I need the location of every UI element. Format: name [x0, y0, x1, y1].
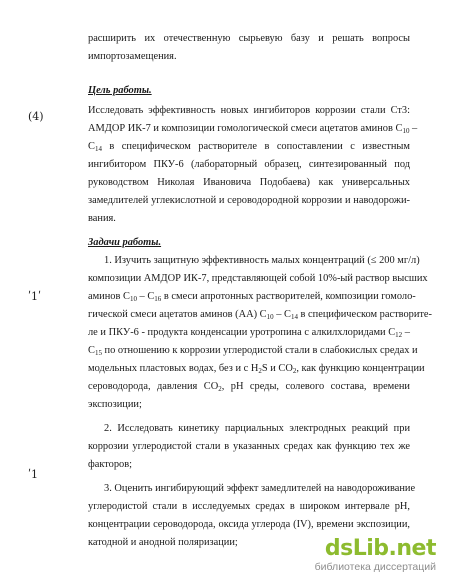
goal-line-5: руководством Николая Ивановича Подобаева) как универсальных — [88, 177, 410, 188]
goal-line-6: замедлителей углекислотной и сероводородной коррозии и наводорожи- — [88, 195, 410, 206]
task1-line-8: сероводорода, давления $CO_2$, pH среды, солевого состава, времени — [88, 381, 410, 393]
margin-mark-2: ʹ1ʹ — [28, 290, 42, 303]
watermark-caption: библиотека диссертаций — [314, 561, 436, 573]
task1-line-6: $C_{15}$ по отношению к коррозии углеродистой стали в слабокислых средах и — [88, 345, 418, 357]
goal-line-2: АМДОР ИК-7 и композиции гомологической смеси ацетатов аминов $С_{10}$ – — [88, 123, 418, 135]
task2-line-3: факторов; — [88, 459, 133, 470]
dslib-watermark — [315, 537, 436, 573]
task1-line-7: модельных пластовых водах, без и с $H_2S$ и $CO_2$, как функцию концентрации — [88, 363, 425, 375]
goal-line-4: ингибитором ПКУ-6 (лабораторный образец, синтезированный под — [88, 159, 410, 170]
intro-line-1: расширить их отечественную сырьевую базу и решать вопросы — [88, 33, 410, 44]
task1-line-1: 1. Изучить защитную эффективность малых концентраций (≤ 200 мг/л) — [104, 255, 420, 266]
goal-line-1: Исследовать эффективность новых ингибиторов коррозии стали Ст3: — [88, 105, 410, 116]
tasks-heading: Задачи работы. — [88, 237, 162, 248]
margin-mark-1: (4) — [28, 110, 44, 123]
task1-line-3: аминов $С_{10} - C_{16}$ в смеси апротонных растворителей, композиции гомоло- — [88, 291, 416, 303]
goal-heading: Цель работы. — [88, 85, 152, 96]
goal-line-3: $С_{14}$ в специфическом растворителе в сопоставлении с известным — [88, 141, 410, 153]
margin-mark-3: ʹ1 — [28, 468, 39, 481]
task3-line-4: катодной и анодной поляризации; — [88, 537, 238, 548]
task1-line-4: гической смеси ацетатов аминов (АА) $С_{10} - C_{14}$ в специфическом растворите- — [88, 309, 433, 321]
task1-line-9: экспозиции; — [88, 399, 142, 410]
task2-line-2: коррозии углеродистой стали в указанных средах как функцию тех же — [88, 441, 410, 452]
task1-line-2: композиции АМДОР ИК-7, представляющей собой 10%-ый раствор высших — [88, 273, 428, 284]
task3-line-3: концентрации сероводорода, оксида углерода (IV), времени экспозиции, — [88, 519, 410, 530]
goal-line-7: вания. — [88, 213, 116, 224]
task3-line-1: 3. Оценить ингибирующий эффект замедлителей на наводороживание — [104, 483, 416, 494]
task3-line-2: углеродистой стали в исследуемых средах в широком интервале pH, — [88, 501, 410, 512]
task2-line-1: 2. Исследовать кинетику парциальных электродных реакций при — [104, 423, 410, 434]
intro-line-2: импортозамещения. — [88, 51, 177, 62]
watermark-logo: dsLib.net — [324, 536, 436, 561]
task1-line-5: ле и ПКУ-6 - продукта конденсации уротропина с алкилхлоридами $С_{12}$ – — [88, 327, 410, 339]
